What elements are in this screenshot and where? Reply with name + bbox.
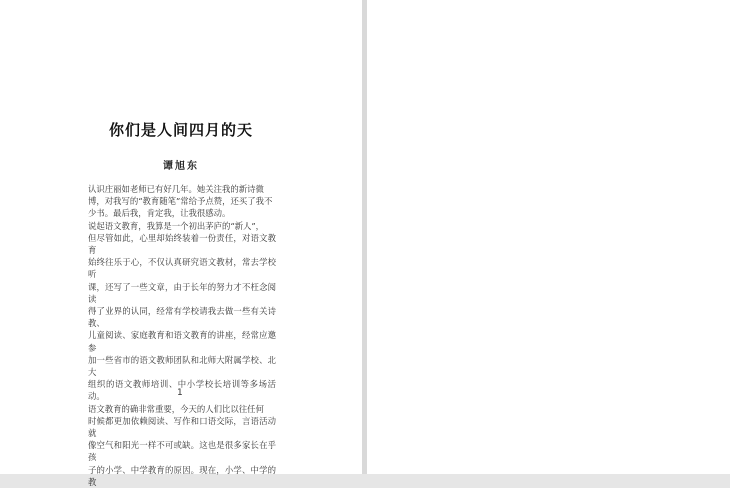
text-line: 博，对我写的“教育随笔”常给予点赞，还买了我不 [88,196,273,207]
author-name: 谭旭东 [163,161,199,172]
text-line: 说起语文教育，我算是一个初出茅庐的“新人”， [88,220,265,231]
text-line: 始终往乐于心，不仅认真研究语文教材，常去学校听 [88,257,276,280]
text-line: 语文教育的确非常重要，今天的人们比以往任何 [88,403,264,414]
page-1-body [88,183,276,488]
text-line: 少书。最后我，肯定我，让我很感动。 [88,208,231,219]
text-line: 但尽管如此，心里却始终装着一份责任，对语文教育 [88,232,276,256]
text-line: 认识庄丽如老师已有好几年。她关注我的新诗微 [88,184,264,194]
text-line: 组织的语文教师培训、中小学校长培训等多场活动。 [88,379,276,402]
text-line: 课，还写了一些文章，由于长年的努力才不枉念阅读 [88,281,276,304]
page-1 [0,0,362,487]
text-line: 得了业界的认同，经常有学校请我去做一些有关诗教、 [88,306,276,329]
text-line: 时候都更加依赖阅读、写作和口语交际，言语活动就 [88,415,276,439]
page-2 [367,0,730,474]
text-line: 加一些省市的语文教师团队和北师大附属学校、北大 [88,354,276,378]
text-line: 子的小学、中学教育的原因。现在，小学、中学的教 [88,464,276,487]
text-line: 像空气和阳光一样不可或缺。这也是很多家长在乎孩 [88,440,276,463]
document-title: 你们是人间四月的天 [108,121,253,139]
text-line: 儿童阅读、家庭教育和语文教育的讲座，经常应邀参 [88,330,276,353]
page-number: 1 [177,388,183,398]
